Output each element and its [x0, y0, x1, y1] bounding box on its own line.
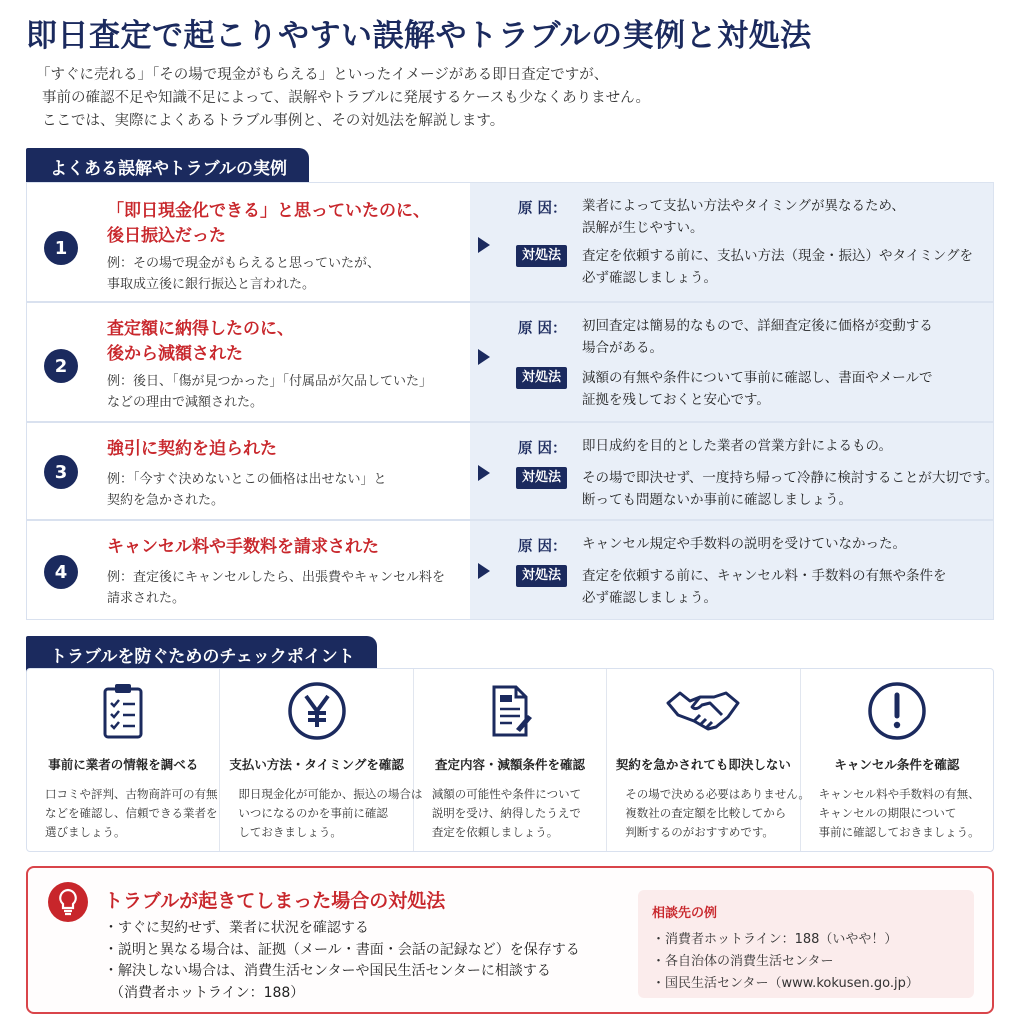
intro-text — [36, 64, 650, 133]
checkpoint-text-line: 口コミや評判、古物商許可の有無 — [45, 787, 218, 801]
cause-label: 原 因： — [518, 441, 567, 457]
action-text — [582, 467, 998, 511]
case-row — [26, 422, 999, 520]
checkpoint-title: 事前に業者の情報を調べる — [48, 757, 199, 772]
checkpoint-text-line: 査定を依頼しましょう。 — [431, 825, 559, 839]
case-example-line: 例：査定後にキャンセルしたら、出張費やキャンセル料を — [107, 570, 446, 585]
trouble-response-list — [104, 918, 580, 1004]
cause-text — [582, 195, 905, 239]
checkpoint-text — [819, 785, 980, 842]
case-number-badge: 3 — [44, 455, 78, 489]
case-row — [26, 182, 994, 302]
action-label: 対処法 — [516, 367, 567, 389]
case-example-line: 例：後日、「傷が見つかった」「付属品が欠品していた」 — [107, 374, 433, 389]
list-item: ・説明と異なる場合は、証拠（メール・書面・会話の記録など）を保存する — [104, 941, 580, 958]
case-example — [107, 567, 445, 609]
checkpoint-text — [625, 785, 810, 842]
case-title — [107, 199, 430, 249]
yen-icon — [285, 679, 349, 747]
cause-label: 原 因： — [518, 201, 567, 217]
checkpoint-card — [27, 669, 220, 851]
contact-item: ・国民生活センター（www.kokusen.go.jp） — [652, 976, 919, 991]
checkpoint-text-line: 選びましょう。 — [45, 825, 126, 839]
checkpoint-title: 査定内容・減額条件を確認 — [435, 757, 586, 772]
case-number-badge: 4 — [44, 555, 78, 589]
cause-line: 業者によって支払い方法やタイミングが異なるため、 — [582, 198, 905, 214]
trouble-response-title: トラブルが起きてしまった場合の対処法 — [104, 890, 446, 912]
cause-line: 初回査定は簡易的なもので、詳細査定後に価格が変動する — [582, 318, 933, 334]
checkpoint-text — [432, 785, 581, 842]
action-line: 査定を依頼する前に、支払い方法（現金・振込）やタイミングを — [582, 248, 973, 264]
cause-line: 場合がある。 — [582, 340, 663, 356]
intro-line: ここでは、実際によくあるトラブル事例と、その対処法を解説します。 — [42, 113, 505, 129]
handshake-icon — [664, 679, 742, 747]
case-title — [107, 437, 277, 462]
action-line: 査定を依頼する前に、キャンセル料・手数料の有無や条件を — [582, 568, 947, 584]
checkpoint-text-line: その場で決める必要はありません。 — [625, 787, 810, 801]
checkpoint-text-line: キャンセル料や手数料の有無、 — [818, 787, 980, 801]
list-item: ・解決しない場合は、消費生活センターや国民生活センターに相談する — [104, 963, 551, 979]
case-row — [26, 520, 994, 620]
action-line: その場で即決せず、一度持ち帰って冷静に検討することが大切です。 — [582, 470, 999, 486]
case-example — [107, 371, 432, 413]
case-title-line: キャンセル料や手数料を請求された — [107, 537, 379, 557]
cause-text — [582, 533, 906, 555]
checkpoint-text-line: などを確認し、信頼できる業者を — [45, 806, 218, 820]
checkpoint-text-line: キャンセルの期限について — [818, 806, 957, 820]
cause-line: キャンセル規定や手数料の説明を受けていなかった。 — [582, 536, 906, 552]
arrow-right-icon — [478, 237, 490, 253]
contact-panel — [638, 890, 974, 998]
case-example-line: 請求された。 — [107, 591, 186, 606]
arrow-right-icon — [478, 349, 490, 365]
cause-label: 原 因： — [518, 321, 567, 337]
case-title-line: 強引に契約を迫られた — [107, 439, 277, 459]
action-line: 断っても問題ないか事前に確認しましょう。 — [582, 492, 852, 508]
action-line: 証拠を残しておくと安心です。 — [582, 392, 770, 408]
checkpoint-card — [801, 669, 993, 851]
cause-label: 原 因： — [518, 539, 567, 555]
document-icon — [480, 679, 540, 747]
list-item: ・すぐに契約せず、業者に状況を確認する — [104, 920, 369, 936]
case-summary — [26, 182, 470, 302]
checkpoint-card — [220, 669, 423, 851]
intro-line: 事前の確認不足や知識不足によって、誤解やトラブルに発展するケースも少なくありません。 — [42, 90, 650, 106]
checkpoint-text-line: 複数社の査定額を比較してから — [625, 806, 787, 820]
checkpoint-text-line: 即日現金化が可能か、振込の場合は — [238, 787, 423, 801]
checkpoint-card — [414, 669, 607, 851]
action-text — [582, 245, 973, 289]
case-summary — [26, 302, 470, 422]
case-summary — [26, 422, 470, 520]
case-title-line: 後から減額された — [107, 344, 243, 364]
contact-title: 相談先の例 — [652, 906, 718, 921]
case-example-line: 例：「今すぐ決めないとこの価格は出せない」と — [107, 472, 387, 487]
checkpoint-text — [238, 785, 422, 842]
case-title-line: 後日振込だった — [107, 226, 226, 246]
exclamation-icon — [865, 679, 929, 747]
lightbulb-icon — [48, 882, 88, 922]
case-title-line: 「即日現金化できる」と思っていたのに、 — [107, 201, 430, 221]
cause-line: 誤解が生じやすい。 — [582, 220, 704, 236]
page-title: 即日査定で起こりやすい誤解やトラブルの実例と対処法 — [26, 18, 812, 54]
contact-item: ・消費者ホットライン：188（いやや！） — [652, 932, 898, 947]
action-line: 減額の有無や条件について事前に確認し、書面やメールで — [582, 370, 933, 386]
trouble-response-box — [26, 866, 994, 1014]
checkpoint-title: キャンセル条件を確認 — [834, 757, 960, 772]
case-detail — [470, 422, 999, 520]
clipboard-checklist-icon — [93, 679, 153, 747]
case-title — [107, 317, 294, 367]
case-example — [107, 469, 387, 511]
case-detail — [470, 302, 994, 422]
case-number-badge: 1 — [44, 231, 78, 265]
cause-line: 即日成約を目的とした業者の営業方針によるもの。 — [582, 438, 892, 454]
checkpoints — [26, 668, 994, 852]
case-example-line: 事取成立後に銀行振込と言われた。 — [107, 277, 316, 292]
cases-list — [26, 182, 999, 620]
action-label: 対処法 — [516, 565, 567, 587]
action-text — [582, 565, 947, 609]
checkpoint-text-line: 説明を受け、納得したうえで — [431, 806, 581, 820]
case-detail — [470, 520, 994, 620]
case-detail — [470, 182, 994, 302]
arrow-right-icon — [478, 563, 490, 579]
section-heading-checkpoints: トラブルを防ぐためのチェックポイント — [26, 636, 377, 670]
case-example-line: 契約を急かされた。 — [107, 493, 225, 508]
checkpoint-title: 契約を急かされても即決しない — [615, 757, 791, 772]
contact-item: ・各自治体の消費生活センター — [652, 954, 834, 969]
contact-list — [652, 929, 960, 995]
list-item: （消費者ホットライン：188） — [110, 984, 305, 1001]
action-text — [582, 367, 932, 411]
case-example-line: などの理由で減額された。 — [107, 395, 264, 410]
action-label: 対処法 — [516, 467, 567, 489]
case-summary — [26, 520, 470, 620]
section-heading-cases: よくある誤解やトラブルの実例 — [26, 148, 309, 182]
case-example — [107, 253, 380, 295]
case-title — [107, 535, 379, 560]
checkpoint-text-line: いつになるのかを事前に確認 — [238, 806, 388, 820]
case-example-line: 例：その場で現金がもらえると思っていたが、 — [107, 256, 381, 271]
cause-text — [582, 435, 892, 457]
checkpoint-text — [45, 785, 218, 842]
checkpoint-text-line: 判断するのがおすすめです。 — [625, 825, 774, 839]
action-line: 必ず確認しましょう。 — [582, 590, 717, 606]
checkpoint-text-line: 減額の可能性や条件について — [431, 787, 582, 801]
checkpoint-text-line: 事前に確認しておきましょう。 — [818, 825, 980, 839]
checkpoint-text-line: しておきましょう。 — [238, 825, 342, 839]
checkpoint-title: 支払い方法・タイミングを確認 — [229, 757, 404, 772]
cause-text — [582, 315, 933, 359]
case-number-badge: 2 — [44, 349, 78, 383]
intro-line: 「すぐに売れる」「その場で現金がもらえる」といったイメージがある即日査定ですが、 — [36, 67, 609, 83]
arrow-right-icon — [478, 465, 490, 481]
case-row — [26, 302, 994, 422]
checkpoint-card — [607, 669, 810, 851]
case-title-line: 査定額に納得したのに、 — [107, 319, 294, 339]
action-label: 対処法 — [516, 245, 567, 267]
action-line: 必ず確認しましょう。 — [582, 270, 717, 286]
